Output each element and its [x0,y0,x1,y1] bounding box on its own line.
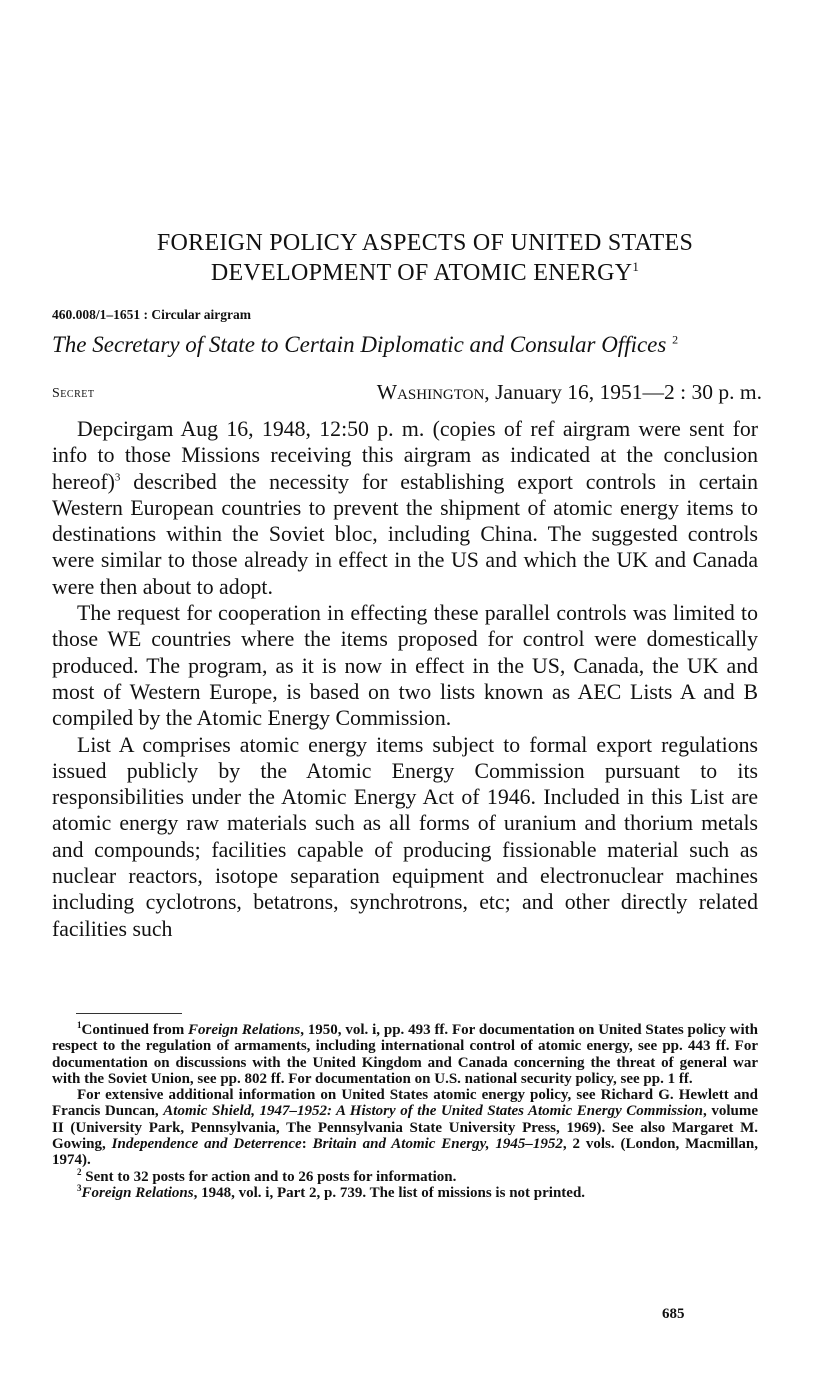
title-line-1: FOREIGN POLICY ASPECTS OF UNITED STATES [156,230,694,256]
footnote-1c-part-a: For extensive additional information on United States atomic energy policy, see Richard G. Hewlett and Francis Duncan, [52,1087,758,1120]
paragraph-1-part-a: Depcirgam Aug 16, 1948, 12:50 p. m. (copies of ref airgram were sent for info to those Missions receiving this airgram as indicated at the conclusion hereof) [52,417,758,494]
footnote-ref-2: 2 [672,332,679,347]
footnote-2-text: Sent to 32 posts for action and to 26 posts for information. [85,1168,457,1185]
footnote-3 [52,1182,758,1201]
footnote-1-continued [52,1087,758,1168]
footnote-3-text: , 1948, vol. i, Part 2, p. 739. The list of missions is not printed. [193,1184,586,1201]
sender-recipient-line [52,332,822,358]
footnote-1-source: Foreign Relations [188,1022,301,1038]
footnote-divider [76,1013,182,1014]
footnote-1-number: 1 [77,1020,82,1030]
sender-recipient-text: The Secretary of State to Certain Diplomatic and Consular Offices [52,332,667,357]
footnote-1c-part-c: : [301,1136,313,1153]
footnote-ref-1: 1 [632,259,640,274]
footnote-1c-book-1: Atomic Shield, 1947–1952: A History of the United States Atomic Energy Commission [163,1103,703,1120]
footnote-1-part-a: Continued from [81,1022,189,1038]
title-line-2-text: DEVELOPMENT OF ATOMIC ENERGY [210,260,633,286]
dateline [377,380,762,405]
footnote-1c-book-3: Britain and Atomic Energy, 1945–1952 [312,1136,563,1153]
footnote-1c-part-b: , volume II (University Park, Pennsylvania, The Pennsylvania State University Press, 1969). See also Margaret M. Gowing, [52,1103,758,1153]
footnote-1 [52,1022,758,1087]
paragraph-3: List A comprises atomic energy items subject to formal export regulations issued publicly by the Atomic Energy Commission pursuant to its responsibilities under the Atomic Energy Act of 1946. Included in this List are atomic energy raw materials such as all forms of uranium and thorium metals and compounds; facilities capable of producing fissionable material such as nuclear reactors, isotope separation equipment and electronuclear machines including cyclotrons, betatrons, synchrotrons, etc; and other directly related facilities such [52,732,758,941]
footnote-ref-3: 3 [114,471,121,484]
footnote-2-number: 2 [77,1166,82,1177]
classification-label: Secret [52,386,95,401]
chapter-title [40,228,810,288]
footnote-1-part-b: , 1950, vol. i, pp. 493 ff. For documentation on United States policy with respect to the regulation of armaments, including international control of atomic energy, see pp. 443 ff. For documentation on discussions with the United Kingdom and Canada concerning the threat of general war with the Soviet Union, see pp. 802 ff. For documentation on U.S. national security policy, see pp. 1 ff. [52,1022,758,1087]
title-line-2 [40,258,810,288]
file-number: 460.008/1–1651 : Circular airgram [52,307,251,322]
footnote-3-source: Foreign Relations [81,1184,194,1201]
dateline-date: January 16, 1951—2 : 30 p. m. [495,380,762,404]
paragraph-1-part-b: described the necessity for establishing export controls in certain Western European countries to prevent the shipment of atomic energy items to destinations within the Soviet bloc, including China. The suggested controls were similar to those already in effect in the US and which the UK and Canada were then about to adopt. [52,469,758,599]
body-text [52,416,758,942]
dateline-city: Washington, [376,380,490,404]
footnote-1c-part-d: , 2 vols. (London, Macmillan, 1974). [52,1136,759,1169]
footnote-3-number: 3 [77,1182,82,1193]
footnote-2 [52,1166,758,1185]
footnote-1c-book-2: Independence and Deterrence [111,1136,302,1153]
paragraph-1 [52,416,758,600]
paragraph-2: The request for cooperation in effecting these parallel controls was limited to those WE countries where the items proposed for control were domestically produced. The program, as it is now in effect in the US, Canada, the UK and most of Western Europe, is based on two lists known as AEC Lists A and B compiled by the Atomic Energy Commission. [52,601,758,731]
footnotes [52,1022,758,1201]
page-number: 685 [662,1306,685,1322]
